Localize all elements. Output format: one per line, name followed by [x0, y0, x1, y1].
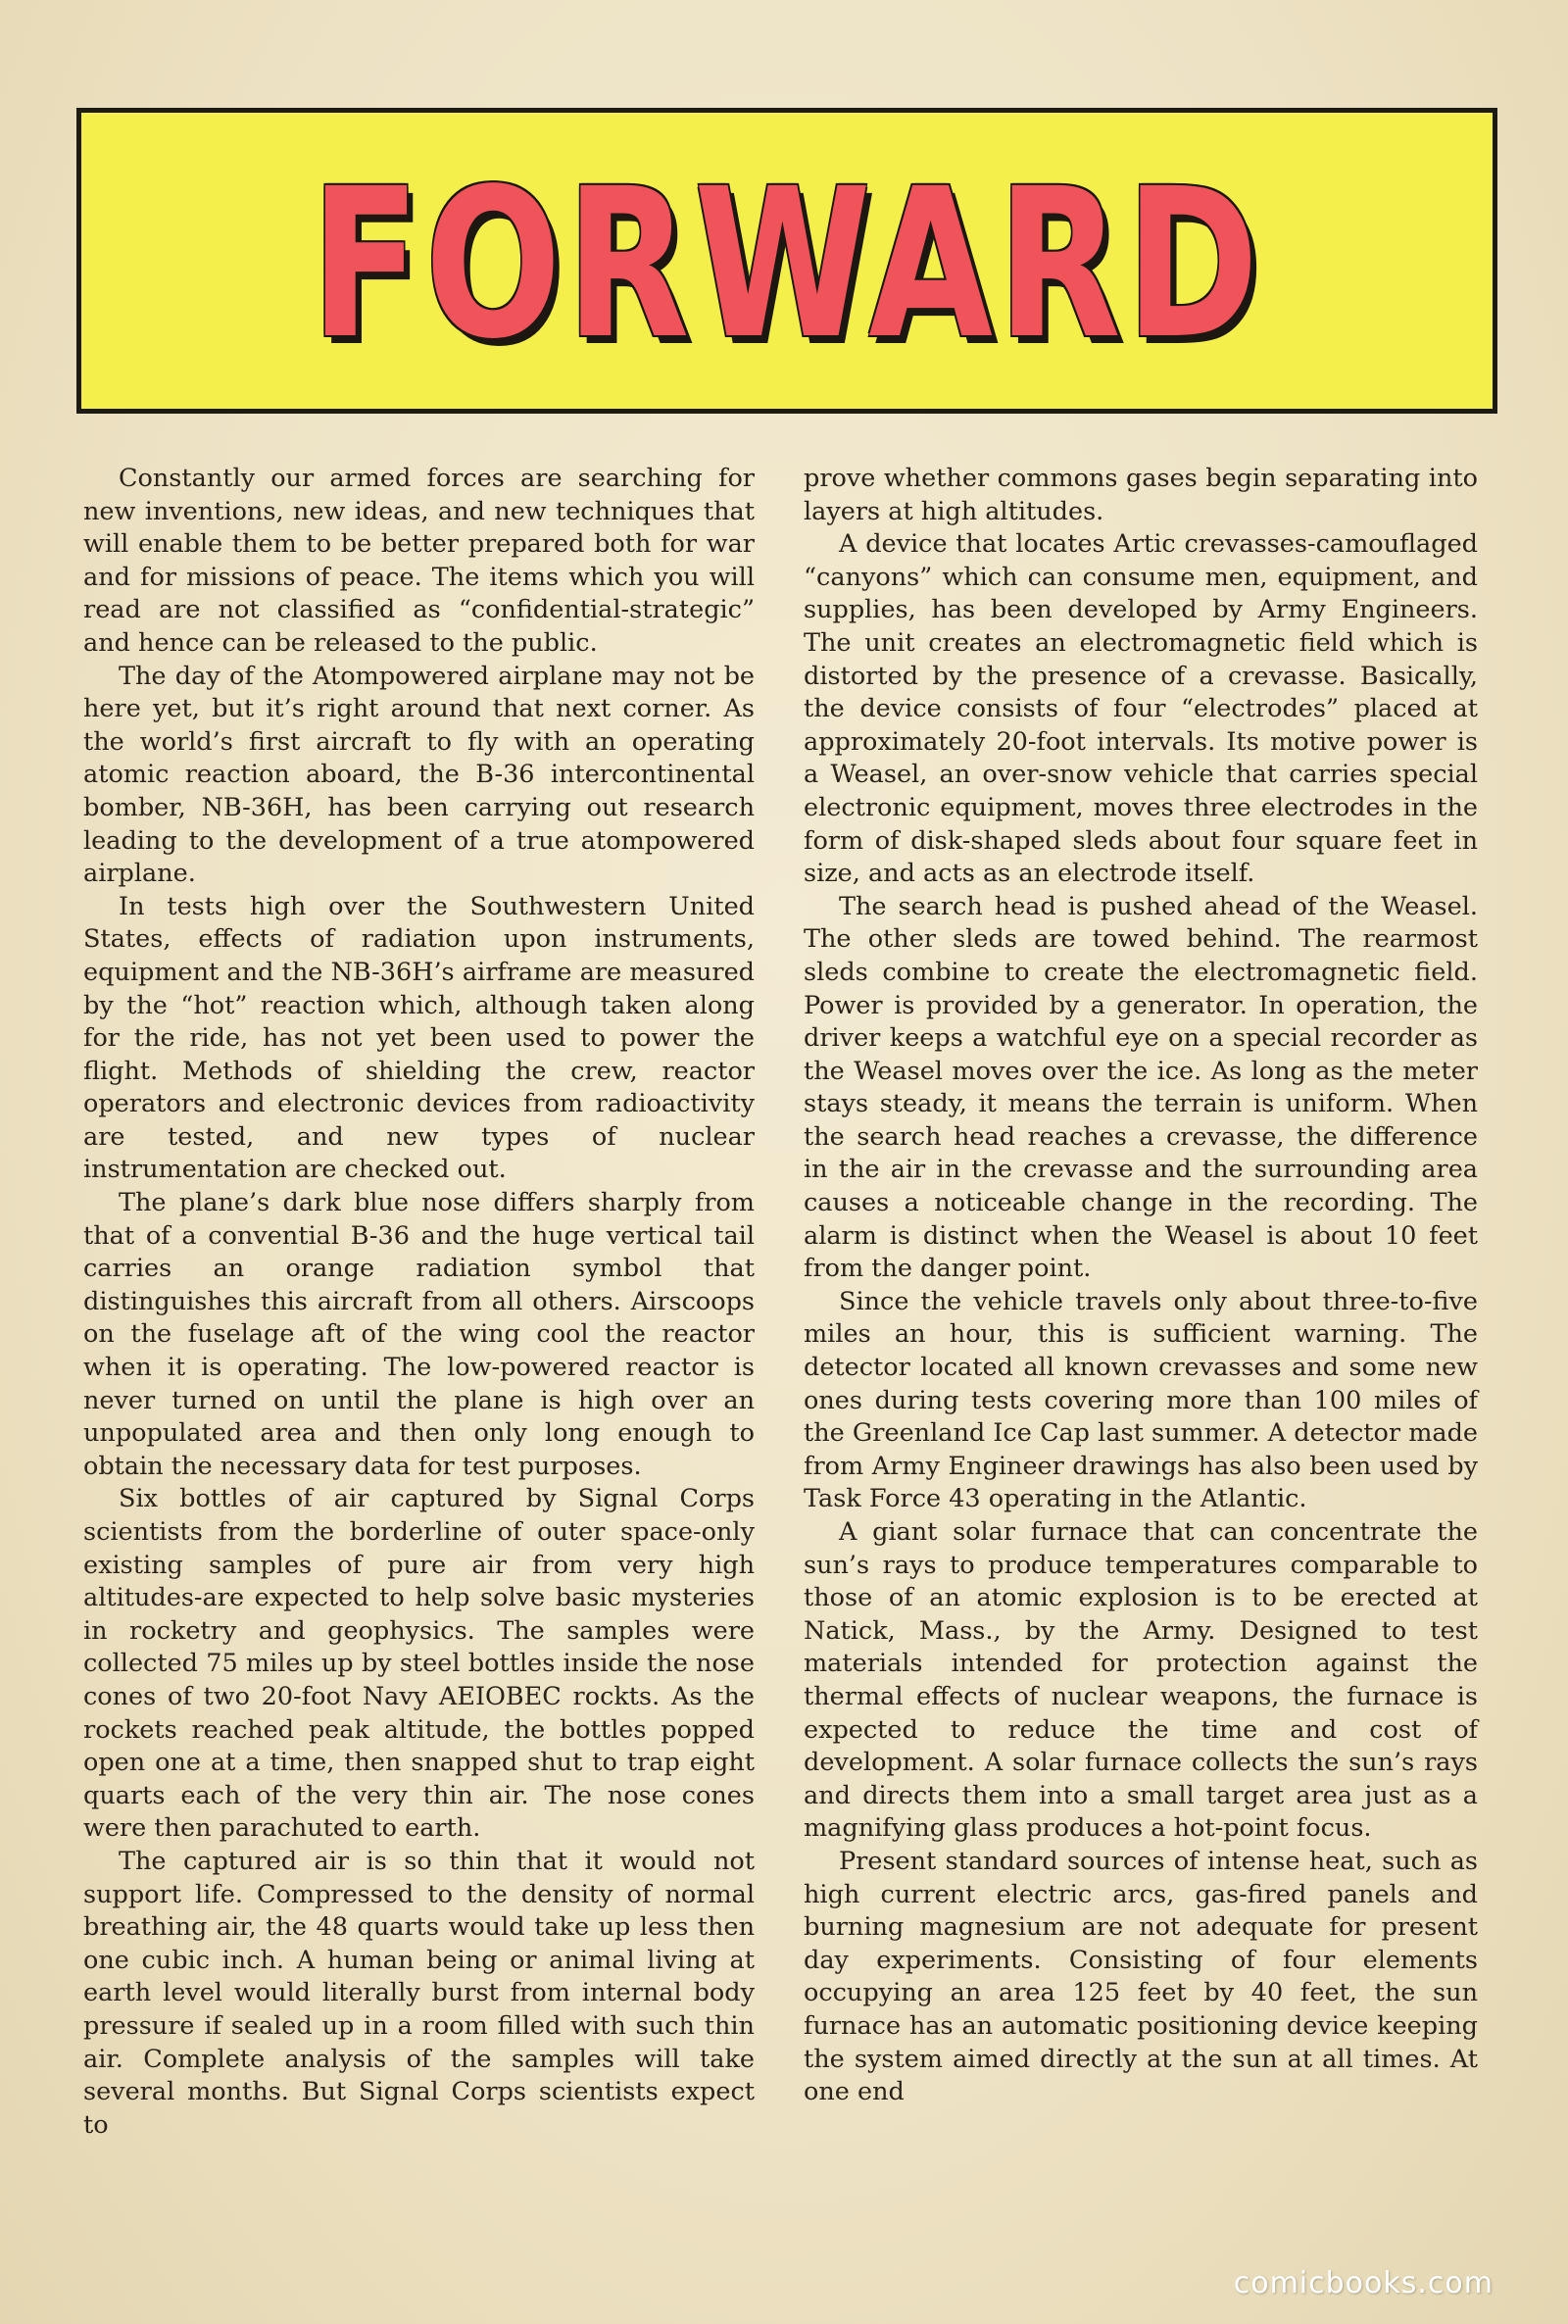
paragraph: The plane’s dark blue nose differs sharply from that of a convential B-36 and the huge vertical tail carries an orange radiation symbol that distinguishes this aircraft from all others. Airscoops on the fuselage aft of the wing cool the reactor when it is operating. The low-powered reactor is never turned on until the plane is high over an unpopulated area and then only long enough to obtain the necessary data for test purposes. — [83, 1188, 755, 1481]
paragraph: A giant solar furnace that can concentrate the sun’s rays to produce temperatures comparable to those of an atomic explosion is to be erected at Natick, Mass., by the Army. Designed to test materials intended for protection against the thermal effects of nuclear weapons, the furnace is expected to reduce the time and cost of development. A solar furnace collects the sun’s rays and directs them into a small target area just as a magnifying glass produces a hot-point focus. — [804, 1517, 1478, 1844]
paragraph: Six bottles of air captured by Signal Corps scientists from the borderline of outer space-only existing samples of pure air from very high altitudes-are expected to help solve basic mysteries in rocketry and geophysics. The samples were collected 75 miles up by steel bottles inside the nose cones of two 20-foot Navy AEIOBEC rockts. As the rockets reached peak altitude, the bottles popped open one at a time, then snapped shut to trap eight quarts each of the very thin air. The nose cones were then parachuted to earth. — [83, 1484, 755, 1844]
title-banner — [76, 108, 1497, 414]
paragraph: Present standard sources of intense heat, such as high current electric arcs, gas-fired panels and burning magnesium are not adequate for present day experiments. Consisting of four elements occupying an area 125 feet by 40 feet, the sun furnace has an automatic positioning device keeping the system aimed directly at the sun at all times. At one end — [804, 1846, 1478, 2107]
paragraph: The day of the Atompowered airplane may not be here yet, but it’s right around that next corner. As the world’s first aircraft to fly with an operating atomic reaction aboard, the B-36 intercontinental bomber, NB-36H, has been carrying out research leading to the development of a true atompowered airplane. — [83, 661, 755, 889]
left-column — [83, 463, 755, 2142]
paragraph: In tests high over the Southwestern United States, effects of radiation upon instruments, equipment and the NB-36H’s airframe are measured by the “hot” reaction which, although taken along for the ride, has not yet been used to power the flight. Methods of shielding the crew, reactor operators and electronic devices from radioactivity are tested, and new types of nuclear instrumentation are checked out. — [83, 891, 755, 1185]
right-column — [804, 463, 1478, 2109]
paragraph: A device that locates Artic crevasses-camouflaged “canyons” which can consume men, equipment, and supplies, has been developed by Army Engineers. The unit creates an electromagnetic field which is distorted by the presence of a crevasse. Basically, the device consists of four “electrodes” placed at approximately 20-foot intervals. Its motive power is a Weasel, an over-snow vehicle that carries special electronic equipment, moves three electrodes in the form of disk-shaped sleds about four square feet in size, and acts as an electrode itself. — [804, 529, 1478, 889]
watermark: comicbooks.com — [1233, 2266, 1494, 2300]
paragraph: Since the vehicle travels only about three-to-five miles an hour, this is sufficient warning. The detector located all known crevasses and some new ones during tests covering more than 100 miles of the Greenland Ice Cap last summer. A detector made from Army Engineer drawings has also been used by Task Force 43 operating in the Atlantic. — [804, 1286, 1478, 1514]
paragraph: Constantly our armed forces are searching for new inventions, new ideas, and new techniques that will enable them to be better prepared both for war and for missions of peace. The items which you will read are not classified as “confidential-strategic” and hence can be released to the public. — [83, 464, 755, 658]
page-title: FORWARD — [310, 144, 1264, 384]
paragraph: The captured air is so thin that it would not support life. Compressed to the density of normal breathing air, the 48 quarts would take up less then one cubic inch. A human being or animal living at earth level would literally burst from internal body pressure if sealed up in a room filled with such thin air. Complete analysis of the samples will take several months. But Signal Corps scientists expect to — [83, 1846, 755, 2140]
paragraph: The search head is pushed ahead of the Weasel. The other sleds are towed behind. The rearmost sleds combine to create the electromagnetic field. Power is provided by a generator. In operation, the driver keeps a watchful eye on a special recorder as the Weasel moves over the ice. As long as the meter stays steady, it means the terrain is uniform. When the search head reaches a crevasse, the difference in the air in the crevasse and the surrounding area causes a noticeable change in the recording. The alarm is distinct when the Weasel is about 10 feet from the danger point. — [804, 891, 1478, 1284]
paragraph-continuation: prove whether commons gases begin separating into layers at high altitudes. — [804, 464, 1478, 526]
